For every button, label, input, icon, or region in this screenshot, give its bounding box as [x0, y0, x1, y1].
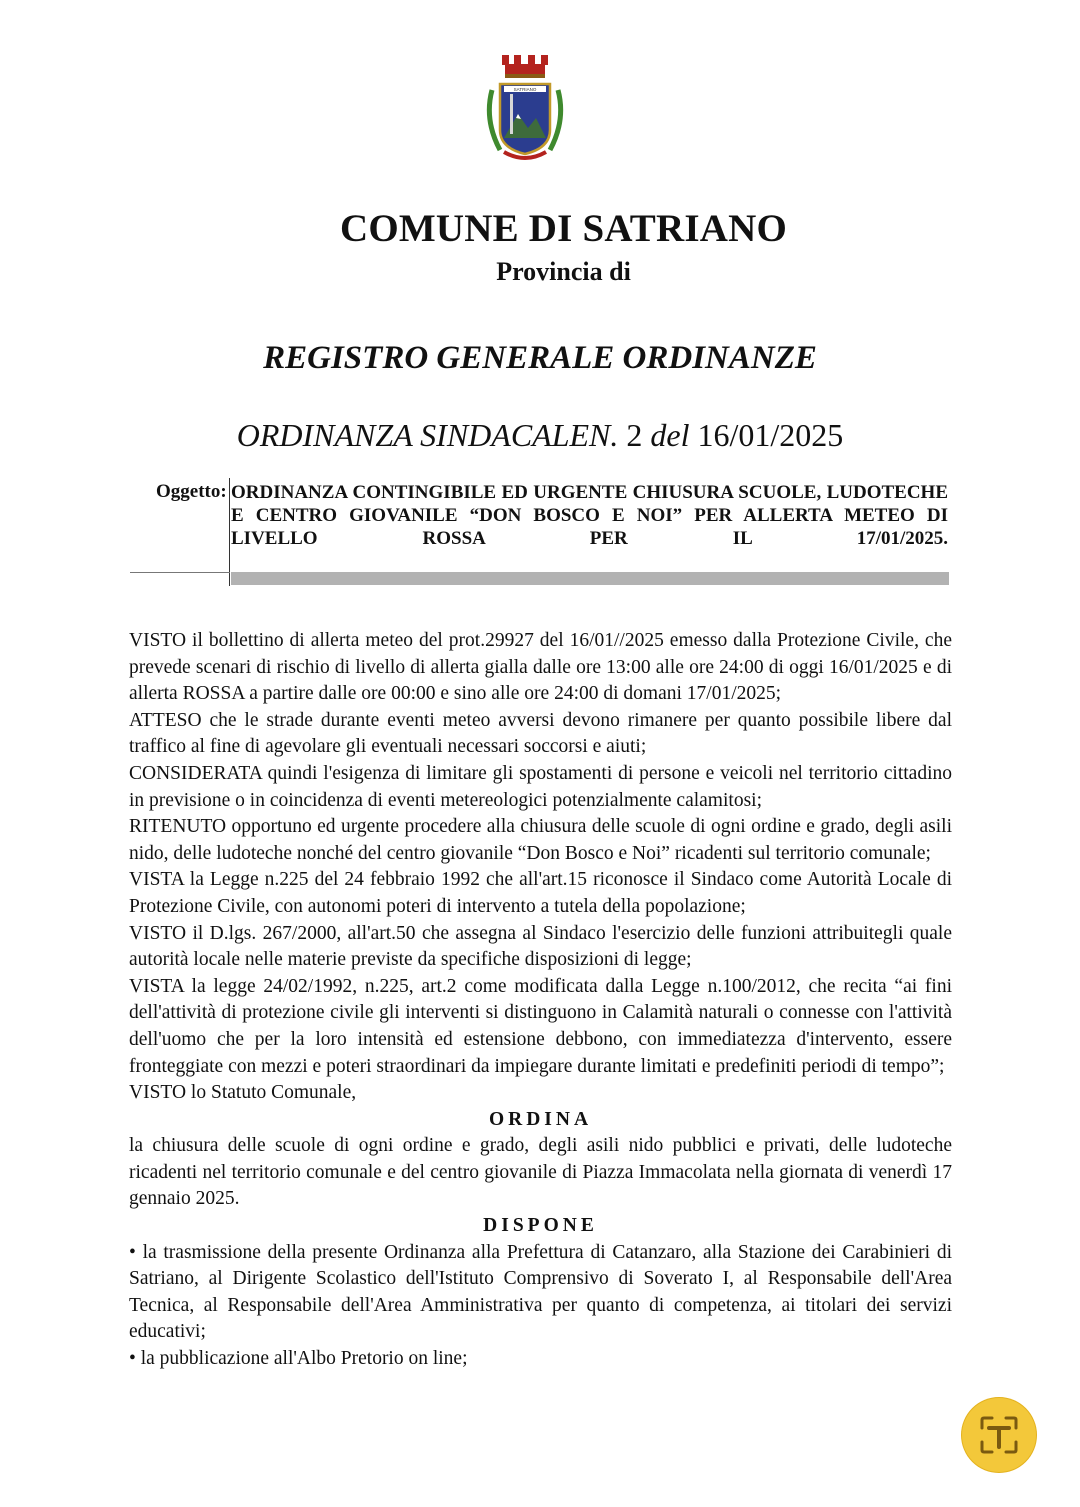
translate-t-icon: [962, 1398, 1036, 1472]
ordinanza-del-label: del: [650, 417, 690, 453]
premise-paragraph: VISTO il bollettino di allerta meteo del prot.29927 del 16/01//2025 emesso dalla Protezione Civile, che prevede scenari di rischio di livello di allerta gialla dalle ore 13:00 alle ore 24:00 di oggi 16/01/2025 e di allerta ROSSA a partire dalle ore 00:00 e sino alle ore 24:00 di domani 17/01/2025;: [129, 630, 952, 705]
ordinanza-prefix: ORDINANZA SINDACALEN.: [236, 417, 619, 453]
premise-paragraph: ATTESO che le strade durante eventi meteo avversi devono rimanere per quanto possibile libere dal traffico al fine di agevolare gli eventuali necessari soccorsi e aiuti;: [129, 709, 952, 758]
ordinanza-date: 16/01/2025: [697, 417, 844, 453]
oggetto-text: ORDINANZA CONTINGIBILE ED URGENTE CHIUSURA SCUOLE, LUDOTECHE E CENTRO GIOVANILE “DON BOSCO E NOI” PER ALLERTA METEO DI LIVELLO ROSSA PER IL 17/01/2025.: [231, 482, 948, 549]
oggetto-underline: [130, 572, 230, 573]
dispone-heading: DISPONE: [483, 1215, 598, 1237]
oggetto-grey-bar: [231, 572, 949, 585]
ordina-text: la chiusura delle scuole di ogni ordine e grado, degli asili nido pubblici e privati, delle ludoteche ricadenti nel territorio comunale e del centro giovanile di Piazza Immacolata nella giornata di venerdì 17 gennaio 2025.: [129, 1135, 952, 1210]
ordinanza-body: [129, 628, 952, 1373]
comune-title: COMUNE DI SATRIANO: [339, 207, 788, 250]
coat-of-arms-logo: [480, 50, 570, 168]
premise-paragraph: VISTO lo Statuto Comunale,: [129, 1082, 357, 1104]
oggetto-label: Oggetto:: [156, 481, 227, 502]
premise-paragraph: RITENUTO opportuno ed urgente procedere alla chiusura delle scuole di ogni ordine e grado, degli asili nido, delle ludoteche nonché del centro giovanile “Don Bosco e Noi” ricadenti sul territorio comunale;: [129, 816, 952, 864]
ordinanza-number-line: [0, 417, 1080, 454]
crest-label: SATRIANO: [513, 87, 537, 92]
premise-paragraph: VISTA la Legge n.225 del 24 febbraio 1992 che all'art.15 riconosce il Sindaco come Autorità Locale di Protezione Civile, con autonomi poteri di intervento a tutela della popolazione;: [129, 869, 952, 917]
premise-paragraph: VISTA la legge 24/02/1992, n.225, art.2 come modificata dalla Legge n.100/2012, che recita “ai fini dell'attività di protezione civile gli interventi si distinguono in Calamità naturali o connesse con l'attività dell'uomo che per la loro intensità ed estensione debbono, con immediatezza d'intervento, essere fronteggiate con mezzi e poteri straordinari da impiegare durante limitati e predefiniti periodi di tempo”;: [129, 975, 952, 1077]
oggetto-divider: [229, 478, 230, 586]
premise-paragraph: CONSIDERATA quindi l'esigenza di limitare gli spostamenti di persone e veicoli nel territorio cittadino in previsione o in coincidenza di eventi metereologici potenzialmente calamitosi;: [129, 762, 952, 811]
ordina-heading: ORDINA: [488, 1108, 593, 1130]
registro-heading: REGISTRO GENERALE ORDINANZE: [263, 340, 817, 376]
dispone-item: • la pubblicazione all'Albo Pretorio on line;: [129, 1348, 468, 1370]
dispone-item: • la trasmissione della presente Ordinanza alla Prefettura di Catanzaro, alla Stazione dei Carabinieri di Satriano, al Dirigente Scolastico dell'Istituto Comprensivo di Soverato I, al Responsabile dell'Area Tecnica, al Responsabile dell'Area Amministrativa per quanto di competenza, ai titolari dei servizi educativi;: [129, 1241, 952, 1343]
ordinanza-number: 2: [626, 417, 643, 453]
translate-badge-button[interactable]: [962, 1398, 1036, 1472]
premise-paragraph: VISTO il D.lgs. 267/2000, all'art.50 che assegna al Sindaco l'esercizio delle funzioni attribuitegli quale autorità locale nelle materie previste da specifiche disposizioni di legge;: [129, 922, 952, 971]
provincia-subtitle: Provincia di: [496, 257, 631, 286]
